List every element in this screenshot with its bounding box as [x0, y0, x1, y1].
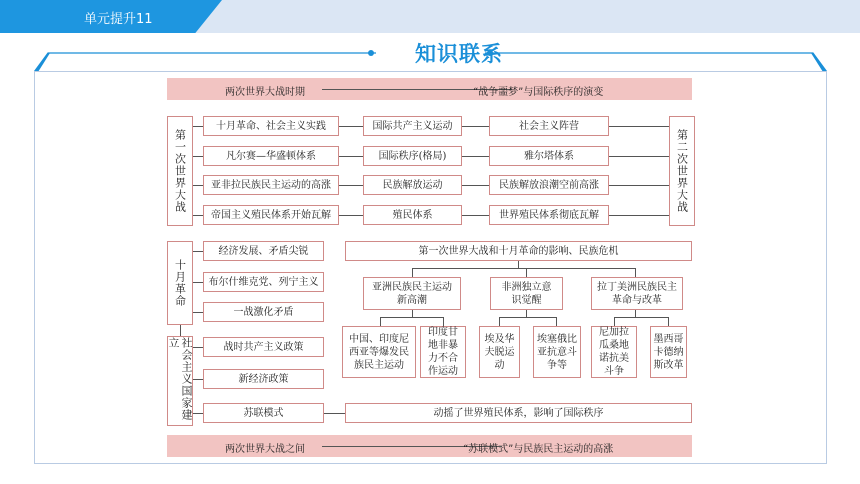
oct-item-1: 经济发展、矛盾尖锐 [203, 241, 324, 261]
top-bar-left-label: 两次世界大战时期 [225, 87, 305, 98]
row2-mid: 国际秩序(格局) [363, 146, 462, 166]
case-india-gandhi: 印度甘地非暴力不合作运动 [420, 326, 466, 378]
row1-left: 十月革命、社会主义实践 [203, 116, 339, 136]
region-asia: 亚洲民族民主运动新高潮 [363, 277, 461, 310]
ww1-label: 第一次世界大战 [167, 116, 193, 226]
row2-right: 雅尔塔体系 [489, 146, 609, 166]
socialist-state-label: 社会主义国家建立 [167, 336, 193, 426]
bottom-bar-left-label: 两次世界大战之间 [225, 444, 305, 455]
impact-title: 第一次世界大战和十月革命的影响、民族危机 [345, 241, 692, 261]
top-header-bar [0, 0, 860, 33]
top-bar-right-label: “战争噩梦”与国际秩序的演变 [473, 87, 604, 98]
row3-left: 亚非拉民族民主运动的高涨 [203, 175, 339, 195]
conclusion-box: 动摇了世界殖民体系，影响了国际秩序 [345, 403, 692, 423]
case-nicaragua: 尼加拉瓜桑地诺抗美斗争 [591, 326, 637, 378]
oct-item-2: 布尔什维克党、列宁主义 [203, 272, 324, 292]
row3-right: 民族解放浪潮空前高涨 [489, 175, 609, 195]
ww2-label: 第二次世界大战 [669, 116, 695, 226]
row2-left: 凡尔赛—华盛顿体系 [203, 146, 339, 166]
oct-item-3: 一战激化矛盾 [203, 302, 324, 322]
banner-title: 知识联系 [415, 42, 503, 66]
soc-item-3: 苏联模式 [203, 403, 324, 423]
bottom-period-bar [167, 435, 692, 457]
top-period-bar [167, 78, 692, 100]
row4-left: 帝国主义殖民体系开始瓦解 [203, 205, 339, 225]
page-title: 单元提升11 [84, 12, 153, 27]
row3-mid: 民族解放运动 [363, 175, 462, 195]
case-egypt: 埃及华夫脱运动 [479, 326, 520, 378]
region-africa: 非洲独立意识觉醒 [490, 277, 563, 310]
soc-item-2: 新经济政策 [203, 369, 324, 389]
case-ethiopia: 埃塞俄比亚抗意斗争等 [533, 326, 581, 378]
row1-right: 社会主义阵营 [489, 116, 609, 136]
row1-mid: 国际共产主义运动 [363, 116, 462, 136]
october-revolution-label: 十月革命 [167, 241, 193, 325]
row4-mid: 殖民体系 [363, 205, 462, 225]
soc-item-1: 战时共产主义政策 [203, 337, 324, 357]
row4-right: 世界殖民体系彻底瓦解 [489, 205, 609, 225]
bottom-bar-right-label: “苏联模式”与民族民主运动的高涨 [463, 444, 614, 455]
region-latin-america: 拉丁美洲民族民主革命与改革 [591, 277, 683, 310]
case-china-indonesia: 中国、印度尼西亚等爆发民族民主运动 [342, 326, 416, 378]
case-mexico: 墨西哥卡德纳斯改革 [650, 326, 687, 378]
